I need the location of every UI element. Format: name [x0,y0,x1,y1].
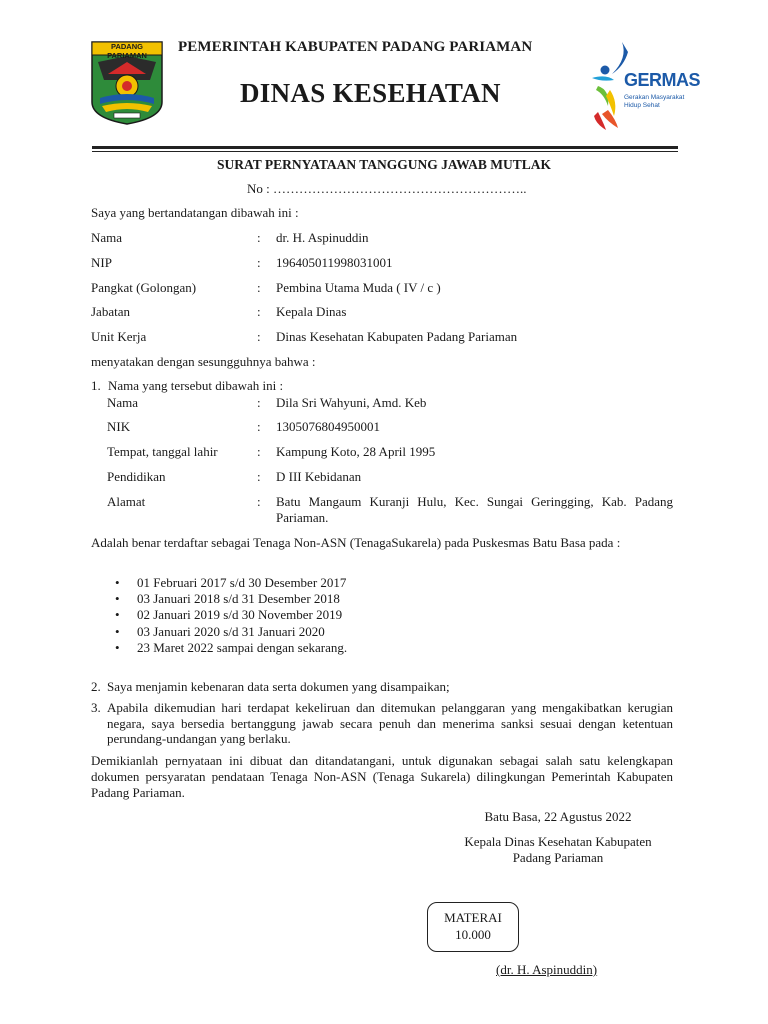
header-rule-thick [92,146,678,149]
item-3-text: Apabila dikemudian hari terdapat kekeliruan dan ditemukan pelanggaran yang mengakibatkan kerugian negara, saya bersedia bertanggung jawab secara penuh dan menerima sanksi sesuai dengan ketentuan perundang-undangan yang berlaku. [107,700,673,746]
person-row-address [91,494,681,528]
field-label: NIP [91,255,112,270]
germas-wordmark: GERMAS [624,70,701,90]
field-label: Pendidikan [107,469,166,484]
government-heading: PEMERINTAH KABUPATEN PADANG PARIAMAN [178,39,533,55]
field-value: Dinas Kesehatan Kabupaten Padang Pariaman [276,329,518,344]
item-3-number: 3. [91,700,101,715]
list-item: • 02 Januari 2019 s/d 30 November 2019 [137,607,347,623]
field-label: Pangkat (Golongan) [91,280,197,295]
field-label: Alamat [107,494,146,509]
person-row-birth [91,444,681,462]
stamp-value: 10.000 [455,927,491,942]
field-label: Nama [107,395,139,410]
item-2-number: 2. [91,679,101,694]
field-value: 1305076804950001 [276,419,380,434]
field-value: dr. H. Aspinuddin [276,230,369,245]
statement-text: menyatakan dengan sesungguhnya bahwa : [91,354,316,369]
item-1-text: Nama yang tersebut dibawah ini : [108,378,284,393]
field-label: Jabatan [91,304,130,319]
person-row-nik [91,419,681,437]
field-value: Kepala Dinas [276,304,347,319]
list-item: • 03 Januari 2018 s/d 31 Desember 2018 [137,591,347,607]
closing-text: Demikianlah pernyataan ini dibuat dan ditandatangani, untuk digunakan sebagai salah satu kelengkapan dokumen persyaratan pendataan Tenaga Non-ASN (Tenaga Sukarela) dilingkungan Pemerintah Kabupaten Padang Pariaman. [91,753,673,800]
agency-heading: DINAS KESEHATAN [240,78,501,108]
document-title-text: SURAT PERNYATAAN TANGGUNG JAWAB MUTLAK [216,157,552,172]
field-colon: : [257,419,261,434]
signer-row-name [91,230,681,248]
signer-row-unit [91,329,681,347]
person-row-name [91,395,681,413]
signature-position-line-1: Kepala Dinas Kesehatan Kabupaten [464,834,652,849]
field-label: Unit Kerja [91,329,147,344]
field-value: Kampung Koto, 28 April 1995 [276,444,436,459]
list-item: • 03 Januari 2020 s/d 31 Januari 2020 [137,624,347,640]
document-title [0,157,768,173]
list-item: • 23 Maret 2022 sampai dengan sekarang. [137,640,347,656]
item-1-number: 1. [91,378,101,393]
field-colon: : [257,255,261,270]
field-label: Nama [91,230,123,245]
signature-position-line-2: Padang Pariaman [512,850,604,865]
field-value: Batu Mangaum Kuranji Hulu, Kec. Sungai Geringging, Kab. Padang Pariaman. [276,494,673,525]
header-rule-thin [92,151,678,152]
document-number: No : ………………………………………………….. [247,181,527,196]
emblem-label: PADANG PARIAMAN [107,42,147,60]
germas-tagline-2: Hidup Sehat [624,102,660,109]
field-label: NIK [107,419,131,434]
field-value: 196405011998031001 [276,255,393,270]
signer-row-rank [91,280,681,298]
field-colon: : [257,395,261,410]
field-colon: : [257,230,261,245]
field-value: Dila Sri Wahyuni, Amd. Keb [276,395,427,410]
person-row-education [91,469,681,487]
field-colon: : [257,469,261,484]
period-list [91,575,347,656]
intro-text: Saya yang bertandatangan dibawah ini : [91,205,299,220]
list-item: • 01 Februari 2017 s/d 30 Desember 2017 [137,575,347,591]
signer-name: (dr. H. Aspinuddin) [496,962,598,977]
registered-text: Adalah benar terdaftar sebagai Tenaga Non-ASN (TenagaSukarela) pada Puskesmas Batu Basa pada : [91,535,621,550]
germas-tagline-1: Gerakan Masyarakat [624,94,685,101]
field-colon: : [257,444,261,459]
signer-row-nip [91,255,681,273]
stamp-label: MATERAI [444,910,502,925]
field-colon: : [257,304,261,319]
field-value: Pembina Utama Muda ( IV / c ) [276,280,441,295]
field-colon: : [257,280,261,295]
field-colon: : [257,494,261,509]
signature-place-date: Batu Basa, 22 Agustus 2022 [484,809,632,824]
signer-row-position [91,304,681,322]
stamp-duty-box [427,902,519,952]
item-2-text: Saya menjamin kebenaran data serta dokumen yang disampaikan; [107,679,450,694]
field-value: D III Kebidanan [276,469,362,484]
field-label: Tempat, tanggal lahir [107,444,218,459]
field-colon: : [257,329,261,344]
